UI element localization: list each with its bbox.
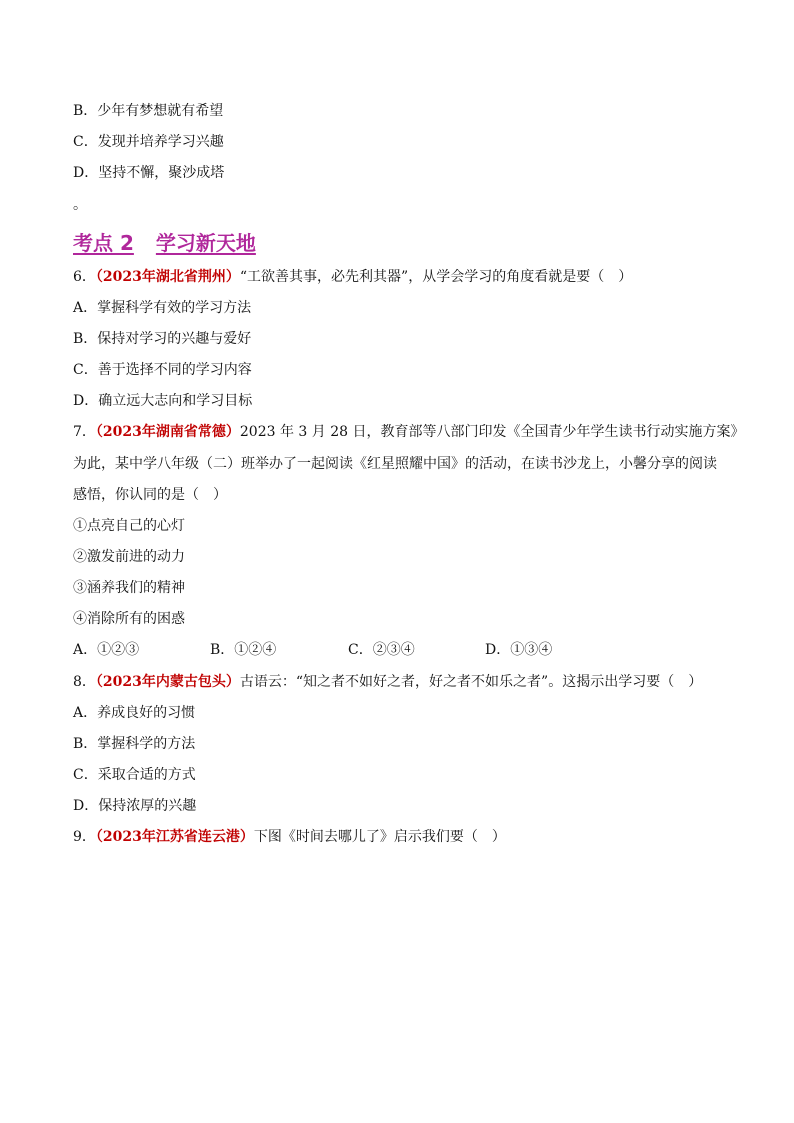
question-number: 7． [73, 424, 96, 440]
question-text-line1: 2023 年 3 月 28 日，教育部等八部门印发《全国青少年学生读书行动实施方案》 [239, 424, 745, 440]
q7-text-line2: 为此，某中学八年级（二）班举办了一起阅读《红星照耀中国》的活动，在读书沙龙上，小馨分享的阅读 [73, 456, 717, 472]
q8-option-b: B．掌握科学的方法 [73, 736, 196, 752]
prev-option-d: D．坚持不懈，聚沙成塔 [73, 165, 225, 181]
q6-option-c: C．善于选择不同的学习内容 [73, 362, 252, 378]
prev-option-c: C．发现并培养学习兴趣 [73, 134, 224, 150]
question-text: 古语云：“知之者不如好之者，好之者不如乐之者”。这揭示出学习要（ ） [239, 674, 703, 690]
section-heading [73, 227, 256, 256]
question-text: 下图《时间去哪儿了》启示我们要（ ） [253, 829, 506, 845]
question-7 [73, 422, 745, 442]
question-source: （2023年内蒙古包头） [95, 674, 240, 690]
q6-option-b: B．保持对学习的兴趣与爱好 [73, 331, 252, 347]
question-source: （2023年湖北省荆州） [95, 269, 240, 285]
q7-item-3: ③涵养我们的精神 [73, 580, 185, 596]
prev-option-b: B．少年有梦想就有希望 [73, 103, 224, 119]
q7-option-a: A．①②③ [73, 642, 140, 658]
q8-option-c: C．采取合适的方式 [73, 767, 196, 783]
q6-option-d: D．确立远大志向和学习目标 [73, 393, 253, 409]
q7-options-row [73, 640, 633, 660]
q7-item-4: ④消除所有的困惑 [73, 611, 185, 627]
question-source: （2023年湖南省常德） [95, 424, 240, 440]
question-number: 9． [73, 829, 96, 845]
question-9 [73, 827, 506, 847]
question-8 [73, 672, 702, 692]
q7-option-b: B．①②④ [210, 642, 277, 658]
question-text: “工欲善其事，必先利其器”，从学会学习的角度看就是要（ ） [239, 269, 633, 285]
question-source: （2023年江苏省连云港） [95, 829, 254, 845]
question-number: 6． [73, 269, 96, 285]
q7-text-line3: 感悟，你认同的是（ ） [73, 487, 227, 503]
q7-item-2: ②激发前进的动力 [73, 549, 185, 565]
q7-item-1: ①点亮自己的心灯 [73, 518, 185, 534]
q7-option-d: D．①③④ [485, 642, 553, 658]
q8-option-a: A．养成良好的习惯 [73, 705, 196, 721]
question-6 [73, 267, 632, 287]
question-number: 8． [73, 674, 96, 690]
trailing-mark: 。 [73, 197, 87, 213]
section-label: 考点 2 [73, 231, 134, 255]
q7-option-c: C．②③④ [348, 642, 415, 658]
q8-option-d: D．保持浓厚的兴趣 [73, 798, 197, 814]
section-title: 学习新天地 [155, 231, 256, 255]
q6-option-a: A．掌握科学有效的学习方法 [73, 300, 252, 316]
